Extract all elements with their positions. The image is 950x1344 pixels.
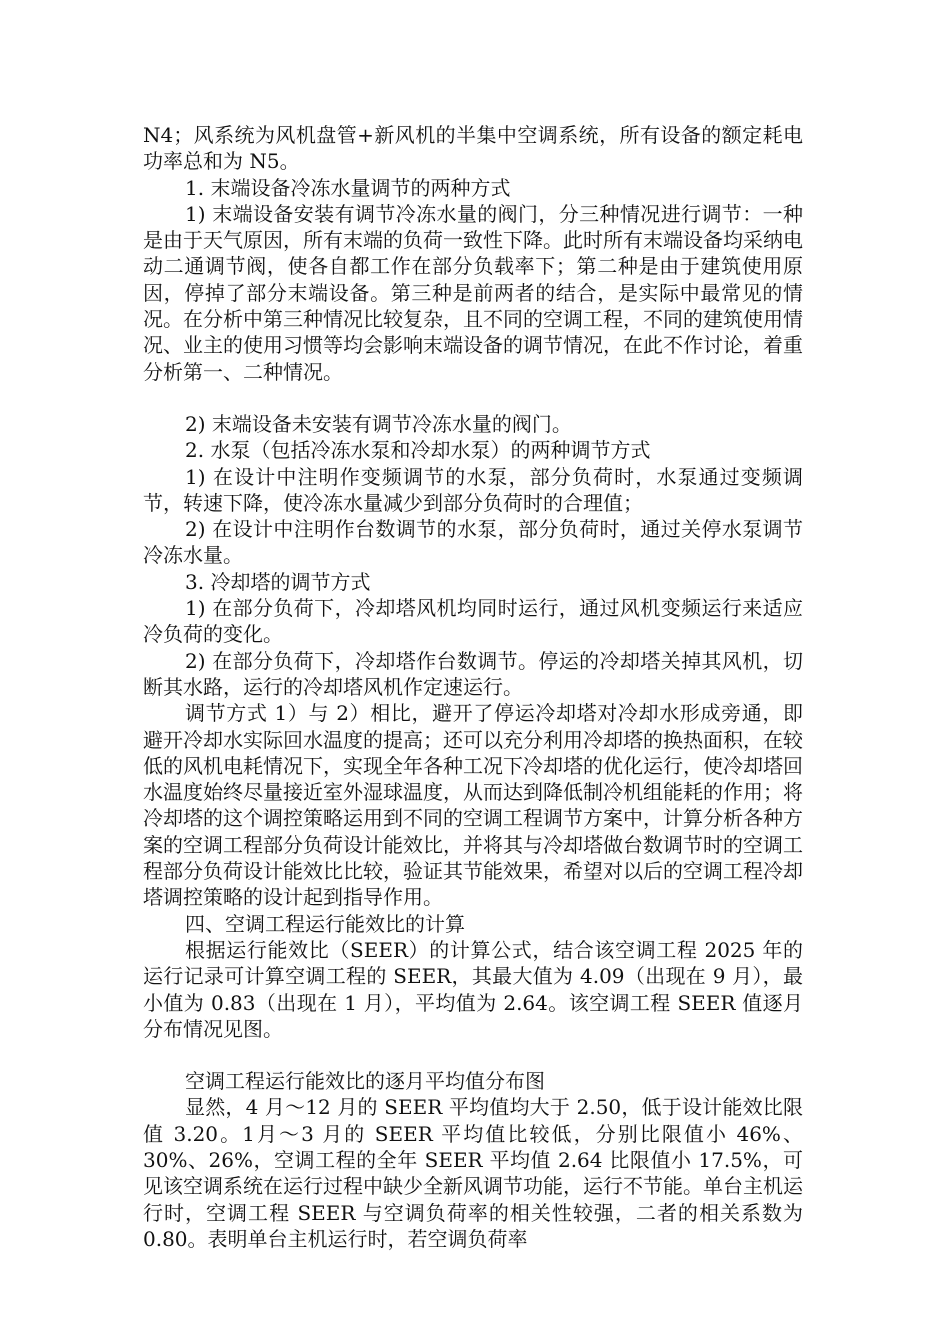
heading-pump-regulation: 2. 水泵（包括冷冻水泵和冷却水泵）的两种调节方式: [185, 438, 651, 463]
paragraph-pump-count: 2) 在设计中注明作台数调节的水泵，部分负荷时，通过关停水泵调节冷冻水量。: [143, 517, 803, 568]
paragraph-terminal-valve: 1) 末端设备安装有调节冷冻水量的阀门，分三种情况进行调节：一种是由于天气原因，所有末端的负荷一致性下降。此时所有末端设备均采纳电动二通调节阀，使各自都工作在部分负载率下；第二种是由于建筑使用原因，停掉了部分末端设备。第三种是前两者的结合，是实际中最常见的情况。在分析中第三种情况比较复杂，且不同的空调工程，不同的建筑使用情况、业主的使用习惯等均会影响末端设备的调节情况，在此不作讨论，着重分析第一、二种情况。: [143, 201, 803, 384]
paragraph-seer-analysis: 显然，4 月～12 月的 SEER 平均值均大于 2.50，低于设计能效比限值 3.20。1月～3 月的 SEER 平均值比较低，分别比限值小 46%、30%、26%，空调工程的全年 SEER 平均值 2.64 比限值小 17.5%，可见该空调系统在运行过程中缺少全新风调节功能，运行不节能。单台主机运行时，空调工程 SEER 与空调负荷率的相关性较强，二者的相关系数为 0.80。表明单台主机运行时，若空调负荷率: [143, 1095, 803, 1251]
paragraph-comparison: 调节方式 1）与 2）相比，避开了停运冷却塔对冷却水形成旁通，即避开冷却水实际回水温度的提高；还可以充分利用冷却塔的换热面积，在较低的风机电耗情况下，实现全年各种工况下冷却塔的优化运行，使冷却塔回水温度始终尽量接近室外湿球温度，从而达到降低制冷机组能耗的作用；将冷却塔的这个调控策略运用到不同的空调工程调节方案中，计算分析各种方案的空调工程部分负荷设计能效比，并将其与冷却塔做台数调节时的空调工程部分负荷设计能效比比较，验证其节能效果，希望对以后的空调工程冷却塔调控策略的设计起到指导作用。: [143, 701, 803, 910]
paragraph-gap: [143, 1042, 803, 1068]
document-body: [143, 122, 803, 1252]
heading-seer-calculation: 四、空调工程运行能效比的计算: [185, 911, 465, 936]
paragraph-intro: N4；风系统为风机盘管+新风机的半集中空调系统，所有设备的额定耗电功率总和为 N5。: [143, 123, 803, 174]
paragraph-terminal-no-valve: 2) 末端设备未安装有调节冷冻水量的阀门。: [185, 411, 572, 436]
figure-caption: 空调工程运行能效比的逐月平均值分布图: [185, 1069, 545, 1094]
paragraph-seer-results: 根据运行能效比（SEER）的计算公式，结合该空调工程 2025 年的运行记录可计算空调工程的 SEER，其最大值为 4.09（出现在 9 月），最小值为 0.83（出现在 1 月），平均值为 2.64。该空调工程 SEER 值逐月分布情况见图。: [143, 937, 803, 1041]
paragraph-pump-vfd: 1) 在设计中注明作变频调节的水泵，部分负荷时，水泵通过变频调节，转速下降，使冷冻水量减少到部分负荷时的合理值；: [143, 464, 803, 515]
heading-cooling-tower: 3. 冷却塔的调节方式: [185, 569, 371, 594]
paragraph-tower-count: 2) 在部分负荷下，冷却塔作台数调节。停运的冷却塔关掉其风机，切断其水路，运行的冷却塔风机作定速运行。: [143, 648, 803, 699]
paragraph-gap: [143, 385, 803, 411]
paragraph-tower-vfd: 1) 在部分负荷下，冷却塔风机均同时运行，通过风机变频运行来适应冷负荷的变化。: [143, 596, 803, 647]
heading-terminal-regulation: 1. 末端设备冷冻水量调节的两种方式: [185, 175, 511, 200]
